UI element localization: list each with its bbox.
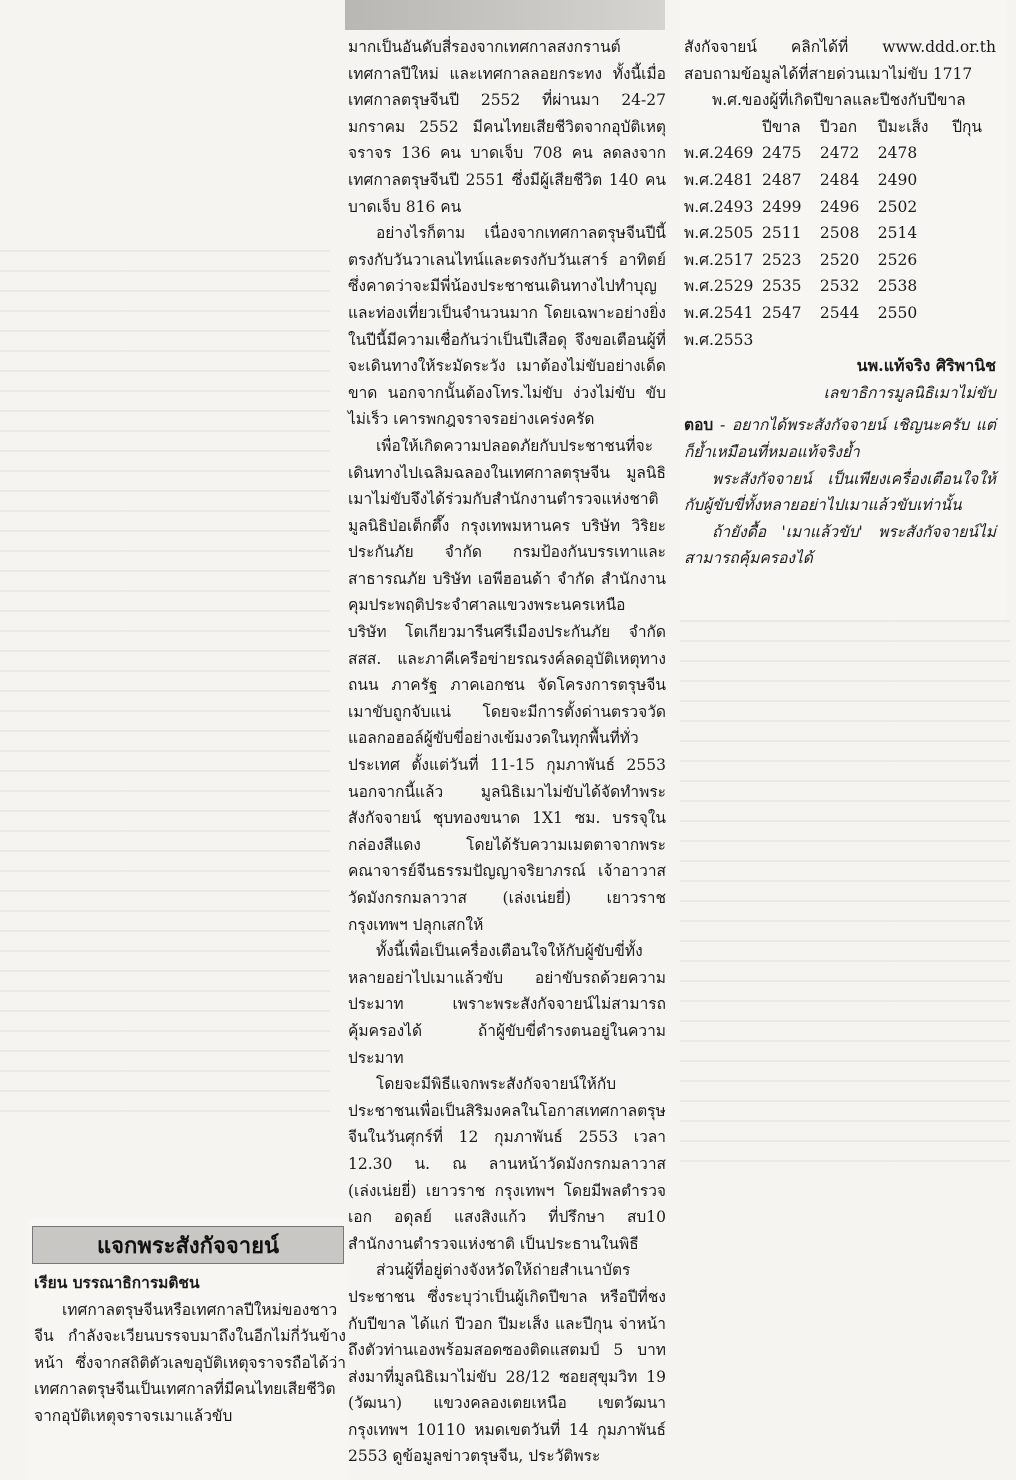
table-row	[684, 247, 996, 274]
reply-text: - อยากได้พระสังกัจจายน์ เชิญนะครับ แต่ก็ย้ำเหมือนที่หมอแท้จริงย้ำ	[684, 416, 996, 461]
table-cell: 2496	[819, 197, 860, 216]
table-cell: 2472	[819, 144, 860, 163]
table-cell: พ.ศ.2529	[684, 277, 754, 296]
table-row	[684, 194, 996, 221]
table-cell: พ.ศ.2493	[684, 197, 754, 216]
table-cell: 2511	[762, 224, 802, 243]
body-paragraph: เทศกาลตรุษจีนหรือเทศกาลปีใหม่ของชาวจีน กำลังจะเวียนบรรจบมาถึงในอีกไม่กี่วันข้างหน้า ซึ่งจากสถิติตัวเลขอุบัติเหตุจราจรถือได้ว่าเทศกาลตรุษจีนเป็นเทศกาลที่มีคนไทยเสียชีวิตจากอุบัติเหตุจราจรเมาแล้วขับ	[34, 1300, 346, 1425]
salutation: เรียน บรรณาธิการมติชน	[34, 1273, 200, 1292]
table-cell: พ.ศ.2481	[684, 170, 754, 189]
body-paragraph: อย่างไรก็ตาม เนื่องจากเทศกาลตรุษจีนปีนี้ตรงกับวันวาเลนไทน์และตรงกับวันเสาร์ อาทิตย์ ซึ่งคาดว่าจะมีพี่น้องประชาชนเดินทางไปทำบุญและท่องเที่ยวเป็นจำนวนมาก โดยเฉพาะอย่างยิ่งในปีนี้มีความเชื่อกันว่าเป็นปีเสือดุ จึงขอเตือนผู้ที่จะเดินทางให้ระมัดระวัง เมาต้องไม่ขับอย่างเด็ดขาด นอกจากนั้นต้องโทร.ไม่ขับ ง่วงไม่ขับ ขับไม่เร็ว เคารพกฎจราจรอย่างเคร่งครัด	[348, 224, 666, 429]
table-cell: 2490	[877, 170, 918, 189]
table-caption: พ.ศ.ของผู้ที่เกิดปีขาลและปีชงกับปีขาล	[712, 91, 966, 110]
table-cell: 2508	[819, 224, 860, 243]
table-cell: พ.ศ.2505	[684, 224, 754, 243]
table-row	[684, 140, 996, 167]
body-paragraph: เพื่อให้เกิดความปลอดภัยกับประชาชนที่จะเดินทางไปเฉลิมฉลองในเทศกาลตรุษจีน มูลนิธิเมาไม่ขับจึงได้ร่วมกับสำนักงานตำรวจแห่งชาติ มูลนิธิป่อเต็กตึ๊ง กรุงเทพมหานคร บริษัท วิริยะประกันภัย จำกัด กรมป้องกันบรรเทาและสาธารณภัย บริษัท เอพีฮอนด้า จำกัด สำนักงานคุมประพฤติประจำศาลแขวงพระนครเหนือ บริษัท โตเกียวมารีนศรีเมืองประกันภัย จำกัด สสส. และภาคีเครือข่ายรณรงค์ลดอุบัติเหตุทางถนน ภาครัฐ ภาคเอกชน จัดโครงการตรุษจีนเมาขับถูกจับแน่ โดยจะมีการตั้งด่านตรวจวัดแอลกอฮอล์ผู้ขับขี่อย่างเข้มงวดในทุกพื้นที่ทั่วประเทศ ตั้งแต่วันที่ 11-15 กุมภาพันธ์ 2553 นอกจากนี้แล้ว มูลนิธิเมาไม่ขับได้จัดทำพระสังกัจจายน์ ชุบทองขนาด 1X1 ซม. บรรจุในกล่องสีแดง โดยได้รับความเมตตาจากพระคณาจารย์จีนธรรมปัญญาจริยาภรณ์ เจ้าอาวาสวัดมังกรกมลาวาส (เล่งเน่ยยี่) เยาวราช กรุงเทพฯ ปลุกเสกให้	[348, 436, 666, 934]
table-cell: 2535	[762, 277, 802, 296]
table-header-cell: ปีขาล	[762, 117, 801, 136]
table-row	[684, 300, 996, 327]
table-header-cell: ปีวอก	[819, 117, 858, 136]
table-cell: 2502	[877, 197, 918, 216]
table-header-row	[684, 114, 996, 141]
article-body-left	[34, 1270, 346, 1430]
table-cell: 2550	[877, 303, 918, 322]
table-row	[684, 327, 996, 354]
reply-label: ตอบ	[684, 415, 714, 435]
table-cell: พ.ศ.2517	[684, 250, 754, 269]
table-cell: พ.ศ.2469	[684, 144, 754, 163]
article-body-right	[684, 34, 996, 572]
top-photo-strip	[345, 0, 665, 30]
signature-role: เลขาธิการมูลนิธิเมาไม่ขับ	[823, 383, 996, 402]
table-cell: 2538	[877, 277, 918, 296]
table-cell: 2523	[762, 250, 802, 269]
reply-text: พระสังกัจจายน์ เป็นเพียงเครื่องเตือนใจให้กับผู้ขับขี่ทั้งหลายอย่าไปเมาแล้วขับเท่านั้น	[684, 469, 996, 515]
table-cell: 2544	[819, 303, 860, 322]
zodiac-year-table	[684, 114, 996, 353]
table-row	[684, 220, 996, 247]
table-header-cell	[684, 114, 762, 141]
table-cell: 2487	[762, 170, 802, 189]
table-row	[684, 273, 996, 300]
body-paragraph: สังกัจจายน์ คลิกได้ที่ www.ddd.or.th สอบถามข้อมูลได้ที่สายด่วนเมาไม่ขับ 1717	[684, 38, 996, 83]
table-cell: 2499	[762, 197, 802, 216]
table-cell: 2520	[819, 250, 860, 269]
table-cell: พ.ศ.2541	[684, 303, 754, 322]
table-cell: 2532	[819, 277, 860, 296]
body-paragraph: โดยจะมีพิธีแจกพระสังกัจจายน์ให้กับประชาชนเพื่อเป็นสิริมงคลในโอกาสเทศกาลตรุษจีนในวันศุกร์ที่ 12 กุมภาพันธ์ 2553 เวลา 12.30 น. ณ ลานหน้าวัดมังกรกมลาวาส (เล่งเน่ยยี่) เยาวราช กรุงเทพฯ โดยมีพลตำรวจเอก อดุลย์ แสงสิงแก้ว ที่ปรึกษา สบ10 สำนักงานตำรวจแห่งชาติ เป็นประธานในพิธี	[348, 1075, 666, 1253]
table-cell: 2514	[877, 224, 918, 243]
table-cell: พ.ศ.2553	[684, 330, 754, 349]
table-cell: 2526	[877, 250, 918, 269]
signature-name: นพ.แท้จริง ศิริพานิช	[856, 356, 996, 376]
reply-text: ถ้ายังดื้อ 'เมาแล้วขับ' พระสังกัจจายน์ไม่สามารถคุ้มครองได้	[684, 522, 996, 568]
headline: แจกพระสังกัจจายน์	[32, 1226, 344, 1264]
table-cell: 2547	[762, 303, 802, 322]
table-cell: 2484	[819, 170, 860, 189]
body-paragraph: ส่วนผู้ที่อยู่ต่างจังหวัดให้ถ่ายสำเนาบัตรประชาชน ซึ่งระบุว่าเป็นผู้เกิดปีขาล หรือปีที่ชงกับปีขาล ได้แก่ ปีวอก ปีมะเส็ง และปีกุน จ่าหน้าถึงตัวท่านเองพร้อมสอดซองติดแสตมป์ 5 บาท ส่งมาที่มูลนิธิเมาไม่ขับ 28/12 ซอยสุขุมวิท 19 (วัฒนา) แขวงคลองเตยเหนือ เขตวัฒนา กรุงเทพฯ 10110 หมดเขตวันที่ 14 กุมภาพันธ์ 2553 ดูข้อมูลข่าวตรุษจีน, ประวัติพระ	[348, 1261, 666, 1466]
table-header-cell: ปีกุน	[952, 117, 983, 136]
body-paragraph: มากเป็นอันดับสี่รองจากเทศกาลสงกรานต์ เทศกาลปีใหม่ และเทศกาลลอยกระทง ทั้งนี้เมื่อเทศกาลตรุษจีนปี 2552 ที่ผ่านมา 24-27 มกราคม 2552 มีคนไทยเสียชีวิตจากอุบัติเหตุจราจร 136 คน บาดเจ็บ 708 คน ลดลงจากเทศกาลตรุษจีนปี 2551 ซึ่งมีผู้เสียชีวิต 140 คน บาดเจ็บ 816 คน	[348, 38, 666, 216]
table-cell: 2478	[877, 144, 918, 163]
table-cell: 2475	[762, 144, 802, 163]
print-bleed-right	[680, 620, 1010, 1180]
table-header-cell: ปีมะเส็ง	[877, 117, 929, 136]
print-bleed-left	[0, 250, 330, 1130]
table-row	[684, 167, 996, 194]
body-paragraph: ทั้งนี้เพื่อเป็นเครื่องเตือนใจให้กับผู้ขับขี่ทั้งหลายอย่าไปเมาแล้วขับ อย่าขับรถด้วยความประมาท เพราะพระสังกัจจายน์ไม่สามารถคุ้มครองได้ ถ้าผู้ขับขี่ดำรงตนอยู่ในความประมาท	[348, 942, 666, 1067]
article-body-center	[348, 34, 666, 1470]
